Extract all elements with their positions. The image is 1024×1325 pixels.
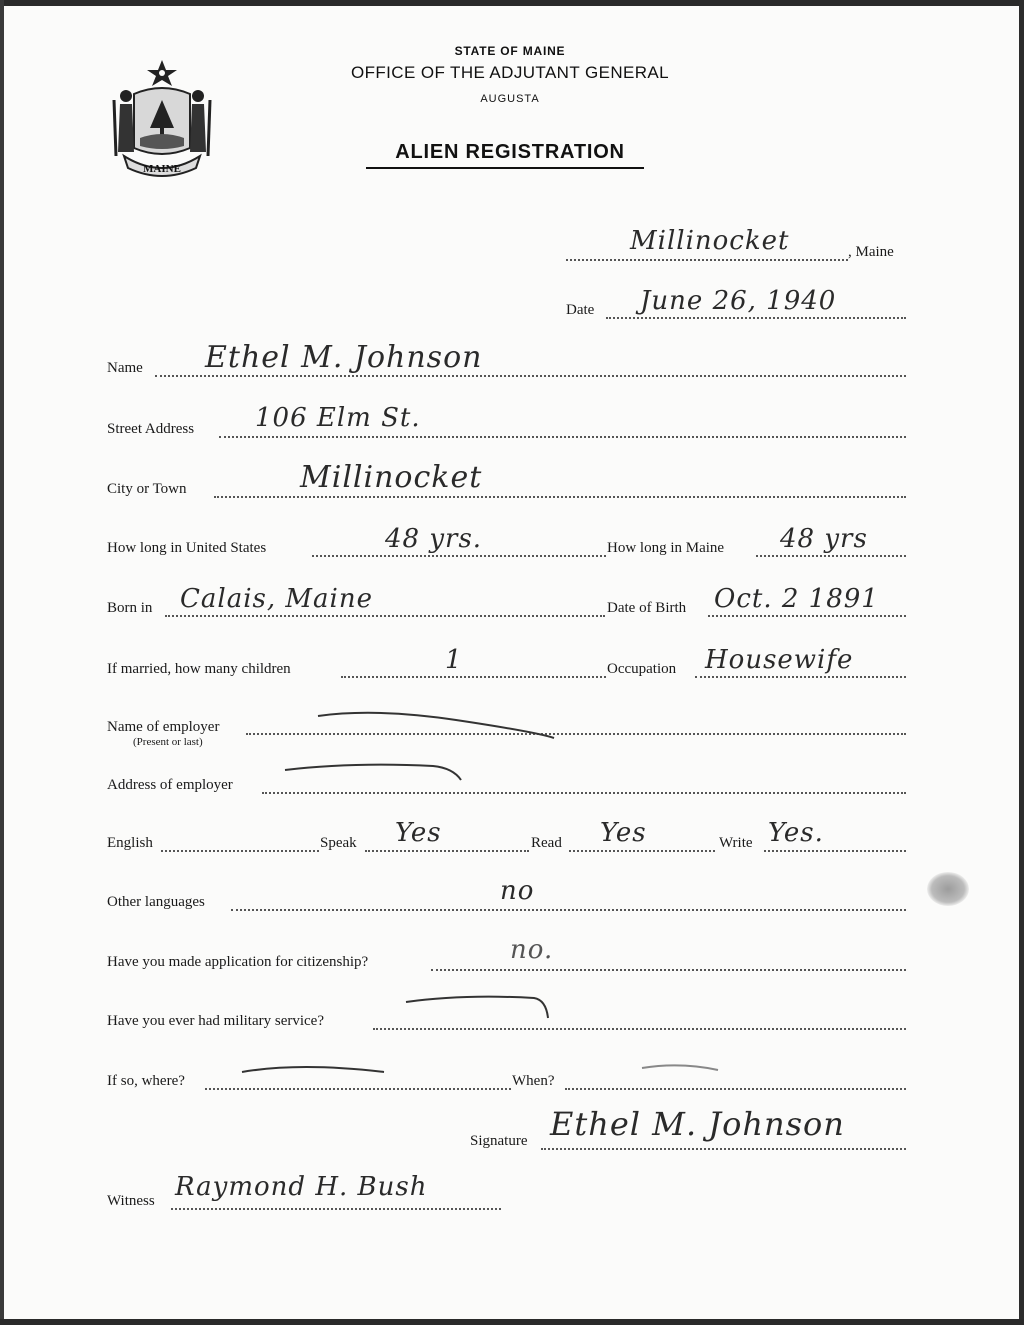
street-value: 106 Elm St. (255, 403, 421, 433)
maine-years-label: How long in Maine (607, 540, 725, 556)
employer-dash-stroke (316, 708, 560, 744)
where-line (205, 1088, 511, 1090)
signature-label: Signature (470, 1133, 528, 1149)
dob-line (708, 615, 906, 617)
scan-border-top (0, 0, 1024, 6)
where-label: If so, where? (107, 1073, 185, 1089)
children-value: 1 (445, 645, 463, 675)
when-line (565, 1088, 906, 1090)
witness-line (171, 1208, 501, 1210)
dob-label: Date of Birth (607, 600, 687, 616)
date-line (606, 317, 906, 319)
header-office: OFFICE OF THE ADJUTANT GENERAL (350, 63, 670, 82)
write-label: Write (719, 835, 753, 851)
city-label: City or Town (107, 481, 187, 497)
other-languages-line (231, 909, 906, 911)
scan-border-left (0, 0, 4, 1325)
us-years-line (312, 555, 606, 557)
occupation-label: Occupation (607, 661, 677, 677)
occupation-value: Housewife (705, 645, 854, 675)
place-value: Millinocket (630, 226, 790, 256)
scan-border-bottom (0, 1319, 1024, 1325)
date-label: Date (566, 302, 595, 318)
read-label: Read (531, 835, 562, 851)
witness-value: Raymond H. Bush (175, 1172, 428, 1202)
city-line (214, 496, 906, 498)
when-dash-stroke (640, 1060, 720, 1076)
name-line (155, 375, 906, 377)
form-title: ALIEN REGISTRATION (395, 141, 625, 163)
when-label: When? (512, 1073, 555, 1089)
maine-years-line (756, 555, 906, 557)
name-value: Ethel M. Johnson (205, 340, 483, 375)
military-dash-stroke (404, 992, 554, 1022)
header-state: STATE OF MAINE (454, 44, 566, 58)
employer-label: Name of employer (107, 719, 220, 735)
place-line (566, 259, 848, 261)
other-languages-label: Other languages (107, 894, 205, 910)
street-line (219, 436, 906, 438)
dob-value: Oct. 2 1891 (714, 584, 879, 614)
children-line (341, 676, 606, 678)
us-years-value: 48 yrs. (385, 524, 483, 554)
read-line (569, 850, 715, 852)
city-value: Millinocket (300, 460, 483, 495)
maine-state-seal-icon (106, 56, 218, 180)
english-label: English (107, 835, 153, 851)
scan-border-right (1019, 0, 1024, 1325)
read-value: Yes (600, 818, 647, 848)
military-label: Have you ever had military service? (107, 1013, 324, 1029)
signature-value: Ethel M. Johnson (550, 1105, 845, 1143)
employer-address-line (262, 792, 906, 794)
maine-years-value: 48 yrs (780, 524, 868, 554)
title-underline (366, 167, 644, 169)
write-line (764, 850, 906, 852)
citizenship-line (431, 969, 906, 971)
us-years-label: How long in United States (107, 540, 267, 556)
born-in-line (165, 615, 605, 617)
speak-label: Speak (320, 835, 357, 851)
write-value: Yes. (768, 818, 824, 848)
occupation-line (695, 676, 906, 678)
employer-sublabel: (Present or last) (133, 736, 203, 748)
speak-value: Yes (395, 818, 442, 848)
military-line (373, 1028, 906, 1030)
citizenship-label: Have you made application for citizenship? (107, 954, 369, 970)
children-label: If married, how many children (107, 661, 291, 677)
seal-text: MAINE (143, 163, 181, 175)
employer-address-label: Address of employer (107, 777, 233, 793)
signature-line (541, 1148, 906, 1150)
where-dash-stroke (240, 1060, 390, 1080)
name-label: Name (107, 360, 143, 376)
witness-label: Witness (107, 1193, 155, 1209)
other-languages-value: no (500, 876, 535, 906)
employer-address-dash-stroke (283, 760, 465, 784)
born-in-value: Calais, Maine (180, 584, 373, 614)
street-label: Street Address (107, 421, 195, 437)
citizenship-value: no. (510, 935, 554, 965)
header-city: AUGUSTA (480, 93, 540, 105)
born-in-label: Born in (107, 600, 153, 616)
speak-line (365, 850, 529, 852)
ink-smudge (927, 872, 969, 906)
english-line (161, 850, 319, 852)
date-value: June 26, 1940 (640, 286, 837, 316)
place-suffix: , Maine (848, 244, 894, 260)
